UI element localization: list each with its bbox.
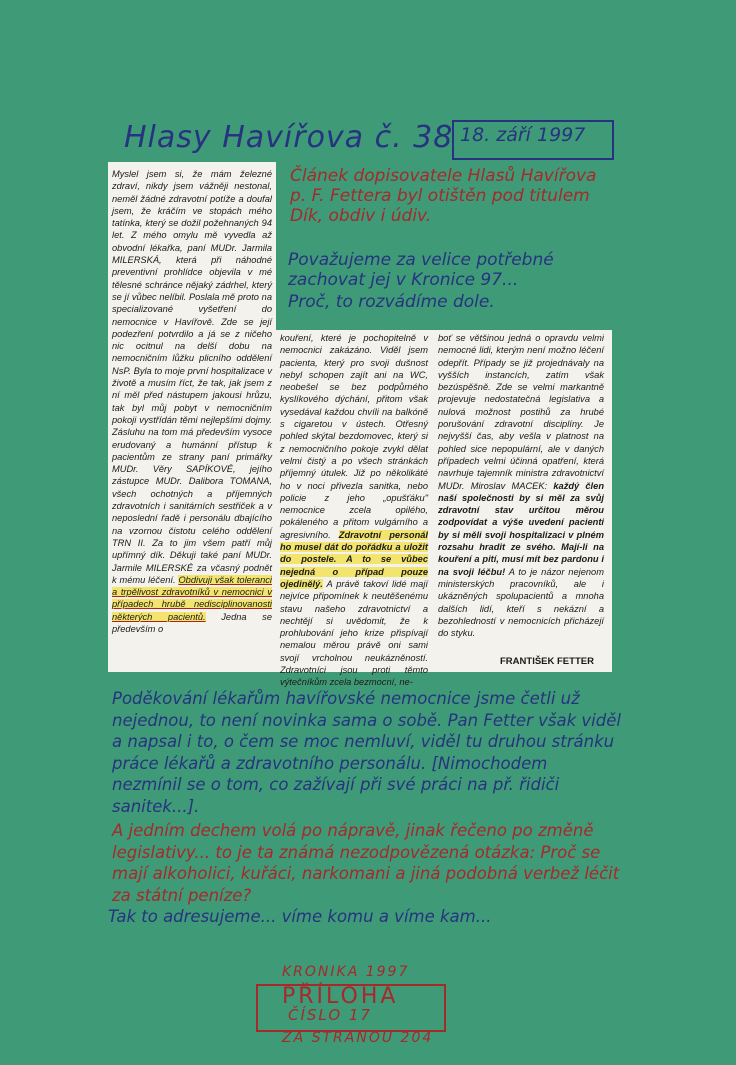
- stamp-chronicle-label: KRONIKA 1997: [282, 964, 410, 980]
- article-col2-highlight: Zdravotní personál ho musel dát do pořádku a uložit do postele. A to se vůbec nejedná o případ pouze ojedinělý.: [280, 529, 428, 589]
- article-col2-text: kouření, které je pochopitelně v nemocnici zakázáno. Viděl jsem pacienta, který pro svoji dušnost nebyl schopen zajít ani na WC, neobešel se bez podpůrného kyslíkového dýchání, přitom však vysedával každou chvíli na balkóně s cigaretou v ústech. Otřesný pohled skýtal bezdomovec, který si z nemocničního pokoje zvykl dělat velmi čistý a po všech stránkách příjemný útulek. Již po několikáté ho v noci přivezla sanitka, nebo policie z jeho „opušťáku" nemocnice zcela opilého, pokáleného a přitom vulgárního a agresivního.: [280, 333, 428, 540]
- annotation-line-1: Článek dopisovatele Hlasů Havířova p. F. Fettera byl otištěn pod titulem Dík, obdiv i údiv.: [290, 166, 597, 226]
- commentary-paragraph-3: Tak to adresujeme... víme komu a víme kam...: [108, 907, 492, 926]
- article-col3-end: A to je názor nejenom ministerských pracovníků, ale i ukázněných spolupacientů a mnoha dalších lidí, kteří s nekázní a bezohledností v nemocnicích přicházejí do styku.: [438, 566, 604, 639]
- commentary-paragraph-1: Poděkování lékařům havířovské nemocnice jsme četli už nejednou, to není novinka sama o sobě. Pan Fetter však viděl a napsal i to, o čem se moc nemluví, viděl tu druhou stránku práce lékařů a zdravotního personálu. [Nimochodem nezmínil se o tom, co zažívají při své práci na př. řidiči sanitek...].: [112, 689, 621, 816]
- article-col1-text: Myslel jsem si, že mám železné zdraví, nikdy jsem vážněji nestonal, neměl žádné zdravotní potíže a doufal jsem, že kráčím ve stopách mého tatínka, který se dožil požehnaných 94 let. Z mého omylu mě vyvedla až obvodní lékařka, paní MUDr. Jarmila MILERSKÁ, která při náhodné preventivní prohlídce objevila v mé tělesné schránce nějaký zádrhel, který se jí vůbec nelíbil. Poslala mě proto na specializované vyšetření do nemocnice v Havířově. Zde se její podezření potvrdilo a já se z ničeho nic ocitnul na delší dobu na nemocničním lůžku plicního oddělení NsP. Byla to moje první hospitalizace v životě a musím říct, že tak, jak jsem z ní měl před nástupem jakousi hrůzu, tak byl můj pobyt v nemocničním pokoji vystřídán těmi nejlepšími dojmy. Zásluhu na tom má především vysoce erudovaný a humánní přístup k pacientům ze strany paní primářky MUDr. Věry SAPÍKOVÉ, jejího zástupce MUDr. Dalibora TOMANA, všech ochotných a příjemných zdravotních i sanitárních sestřiček a v neposlední řadě i personálu dbajícího na vzornou čistotu celého oddělení TRN II. Za to jim všem patří můj upřímný dík. Děkuji také paní MUDr. Jarmile MILERSKÉ za včasný podnět k mému léčení.: [112, 169, 272, 585]
- clipping-date: 18. září 1997: [460, 124, 586, 146]
- annotation-line-2: Považujeme za velice potřebné zachovat jej v Kronice 97...: [288, 250, 554, 290]
- article-column-3: [438, 332, 604, 656]
- article-author: FRANTIŠEK FETTER: [500, 656, 594, 667]
- article-col2-end: A právě takoví lidé mají nejvíce připomínek k neutěšenému stavu našeho zdravotnictví a nechtějí si uvědomit, že k prohlubování jeho krize přispívají nemalou měrou právě oni sami svojí vrcholnou neukázněností. Zdravotníci jsou proti těmto výtečníkům zcela bezmocní, ne-: [280, 578, 428, 688]
- stamp-page-ref: ZA STRANOU 204: [282, 1030, 434, 1046]
- article-column-2: [280, 332, 428, 688]
- masthead-title: Hlasy Havířova č. 38: [124, 120, 454, 155]
- article-column-1: [112, 168, 272, 668]
- article-col3-bold: každý člen naší společnosti by si měl za svůj zdravotní stav určitou měrou zodpovídat a výše uvedení pacienti by si měli svoji hospitalizaci v plném rozsahu hradit ze svého. Mají-li na kouření a pití, musí mít bez pardonu i na svoji léčbu!: [438, 480, 604, 577]
- article-col1-highlight: Obdivuji však toleranci a trpělivost zdravotníků v nemocnici v případech hrubě nedisciplinovanosti některých pacientů.: [112, 574, 272, 622]
- stamp-title: PŘÍLOHA: [282, 984, 399, 1009]
- stamp-number: ČÍSLO 17: [288, 1006, 372, 1024]
- article-col3-text: boť se většinou jedná o opravdu velmi nemocné lidi, kterým není možno léčení odepřít. Případy se již projednávaly na vyšších instancích, zatím však bezúspěšně. Zde se velmi markantně projevuje nedostatečná legislativa a nulová možnost postihů za hrubé porušování zdravotní disciplíny. Je nejvyšší čas, aby vešla v platnost na pohled sice nepopulární, ale v daných případech velmi účinná opatření, která navrhuje tajemník ministra zdravotnictví MUDr. Miroslav MACEK:: [438, 333, 604, 491]
- commentary-paragraph-2: A jedním dechem volá po nápravě, jinak řečeno po změně legislativy... to je ta známá nezodpovězená otázka: Proč se mají alkoholici, kuřáci, narkomani a jiná podobná verbež léčit za státní peníze?: [112, 821, 620, 905]
- annotation-line-3: Proč, to rozvádíme dole.: [288, 292, 495, 312]
- article-col1-end: Jedna se především o: [112, 611, 272, 634]
